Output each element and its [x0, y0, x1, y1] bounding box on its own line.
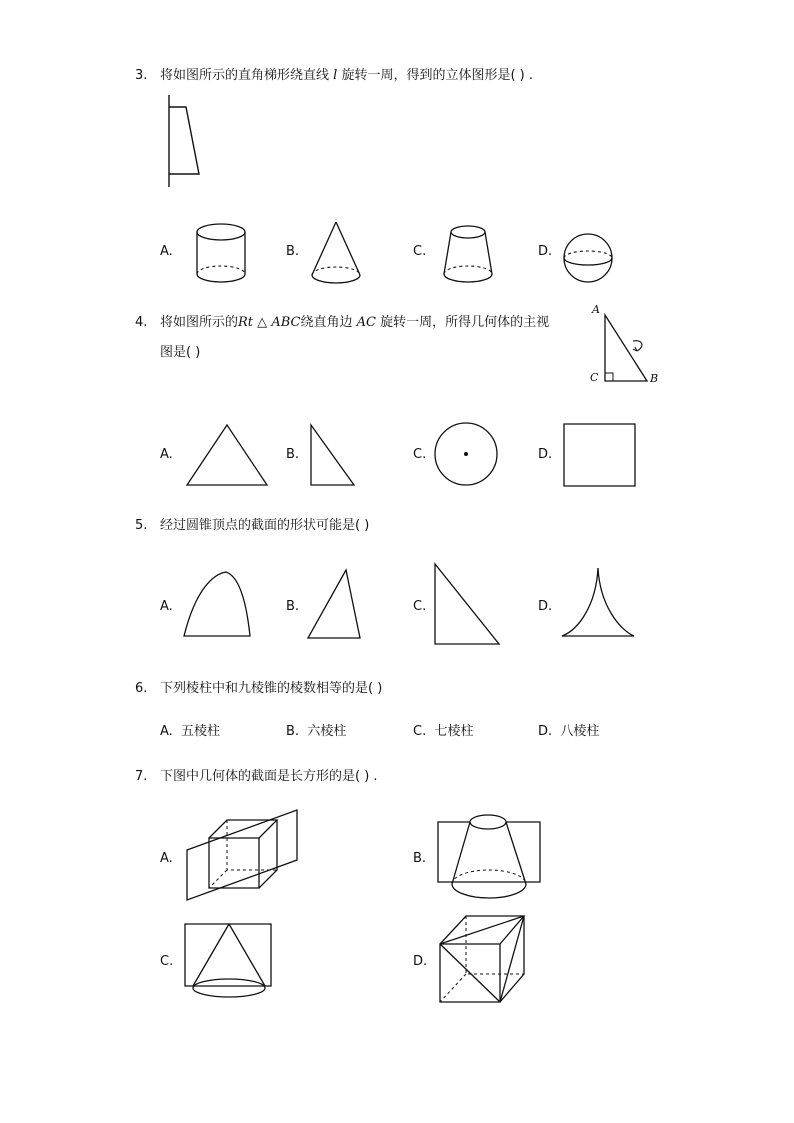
isosceles-triangle-figure[interactable]: [185, 423, 271, 489]
question-number: 7.: [135, 769, 148, 784]
concave-curve-section-figure[interactable]: [560, 566, 638, 640]
frustum-figure[interactable]: [440, 222, 496, 286]
cone-figure[interactable]: [308, 220, 364, 288]
frustum-with-plane-figure[interactable]: [436, 808, 544, 904]
question-number: 5.: [135, 518, 148, 533]
question-stem: 下列棱柱中和九棱锥的棱数相等的是( ): [160, 681, 383, 696]
option-a-label[interactable]: A.: [160, 447, 173, 462]
right-triangle-section-figure[interactable]: [432, 562, 504, 648]
sphere-figure[interactable]: [561, 232, 615, 286]
option-a-label[interactable]: A.: [160, 851, 173, 866]
option-a-label[interactable]: A.: [160, 244, 173, 259]
square-figure[interactable]: [562, 422, 638, 488]
vertex-label-b: B: [650, 372, 659, 385]
question-stem: 将如图所示的直角梯形绕直线 l 旋转一周，得到的立体图形是( ) .: [160, 68, 533, 83]
option-b-label[interactable]: B.: [413, 851, 427, 866]
question-number: 6.: [135, 681, 148, 696]
option-c-label[interactable]: C.: [413, 447, 427, 462]
option-b-label[interactable]: B.: [286, 244, 300, 259]
option-d[interactable]: D. 八棱柱: [538, 724, 600, 739]
question-number: 3.: [135, 68, 148, 83]
option-d-label[interactable]: D.: [413, 954, 428, 969]
vertex-label-a: A: [592, 303, 600, 316]
question-stem: 将如图所示的Rt △ ABC绕直角边 AC 旋转一周，所得几何体的主视: [160, 315, 550, 330]
option-b-label[interactable]: B.: [286, 599, 300, 614]
cube-with-diagonal-section-figure[interactable]: [436, 912, 530, 1008]
cylinder-figure[interactable]: [193, 222, 249, 284]
cube-with-slanted-plane-figure[interactable]: [183, 808, 301, 904]
right-triangle-figure[interactable]: [308, 423, 358, 489]
option-d-label[interactable]: D.: [538, 244, 553, 259]
right-triangle-abc-figure: [585, 303, 665, 389]
option-d-label[interactable]: D.: [538, 447, 553, 462]
option-c-label[interactable]: C.: [413, 599, 427, 614]
option-b-label[interactable]: B.: [286, 447, 300, 462]
parabola-section-figure[interactable]: [182, 568, 256, 640]
vertex-label-c: C: [590, 371, 599, 384]
option-d-label[interactable]: D.: [538, 599, 553, 614]
triangle-section-figure[interactable]: [306, 568, 366, 642]
option-b[interactable]: B. 六棱柱: [286, 724, 347, 739]
cone-with-plane-figure[interactable]: [183, 920, 275, 1002]
question-number: 4.: [135, 315, 148, 330]
circle-with-center-figure[interactable]: [433, 421, 501, 489]
question-stem-line2: 图是( ): [160, 345, 201, 360]
option-c[interactable]: C. 七棱柱: [413, 724, 474, 739]
question-stem: 下图中几何体的截面是长方形的是( ) .: [160, 769, 378, 784]
right-trapezoid-figure: [160, 95, 210, 190]
option-a[interactable]: A. 五棱柱: [160, 724, 221, 739]
question-stem: 经过圆锥顶点的截面的形状可能是( ): [160, 518, 370, 533]
option-c-label[interactable]: C.: [413, 244, 427, 259]
option-c-label[interactable]: C.: [160, 954, 174, 969]
option-a-label[interactable]: A.: [160, 599, 173, 614]
